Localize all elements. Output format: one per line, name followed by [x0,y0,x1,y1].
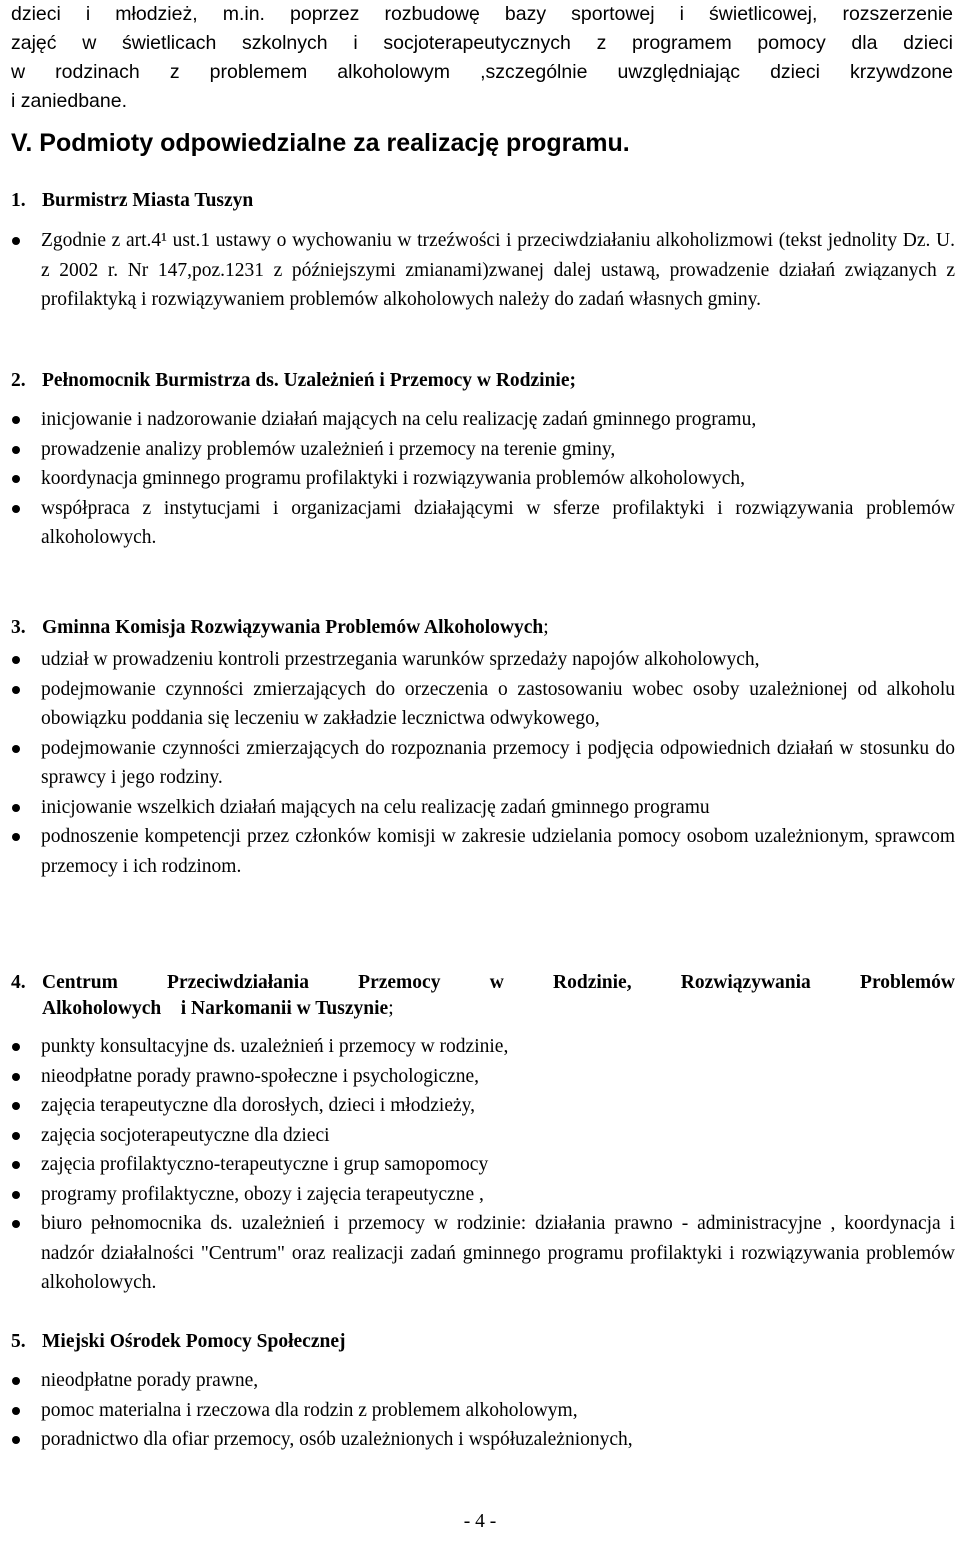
list-item: punkty konsultacyjne ds. uzależnień i przemocy w rodzinie, [0,1032,955,1062]
section-heading: V. Podmioty odpowiedzialne za realizację programu. [11,129,630,157]
item-title-suffix: ; [388,998,394,1019]
bullet-icon [12,1220,20,1228]
list-item: nieodpłatne porady prawno-społeczne i psychologiczne, [0,1062,955,1092]
item-heading-line [11,972,955,994]
item-title-suffix: ; [543,617,549,638]
bullet-icon [12,833,20,841]
list-item: nieodpłatne porady prawne, [0,1366,955,1396]
item-title: Centrum Przeciwdziałania Przemocy w Rodzinie, Rozwiązywania Problemów [42,972,955,993]
bullet-icon [12,1132,20,1140]
list-item: podejmowanie czynności zmierzających do orzeczenia o zastosowaniu wobec osoby uzależnionej od alkoholu obowiązku poddania się leczeniu w zakładzie lecznictwa odwykowego, [0,675,955,734]
list-item: zajęcia terapeutyczne dla dorosłych, dzieci i młodzieży, [0,1091,955,1121]
bullet-list [0,1032,960,1298]
bullet-list [0,226,960,315]
item-number: 5. [11,1331,26,1352]
item-title: Pełnomocnik Burmistrza ds. Uzależnień i Przemocy w Rodzinie; [42,370,576,391]
item-number: 1. [11,190,26,211]
list-item: pomoc materialna i rzeczowa dla rodzin z problemem alkoholowym, [0,1396,955,1426]
page-number: - 4 - [463,1511,497,1532]
list-item: podejmowanie czynności zmierzających do rozpoznania przemocy i podjęcia odpowiednich działań w stosunku do sprawcy i jego rodziny. [0,734,955,793]
bullet-icon [12,237,20,245]
bullet-icon [12,804,20,812]
item-title-line2: Alkoholowych i Narkomanii w Tuszynie [42,998,389,1019]
intro-line: dzieci i młodzież, m.in. poprzez rozbudowę bazy sportowej i świetlicowej, rozszerzenie [11,3,953,25]
bullet-icon [12,1043,20,1051]
item-heading [11,617,549,639]
bullet-icon [12,1161,20,1169]
list-item: koordynacja gminnego programu profilaktyki i rozwiązywania problemów alkoholowych, [0,464,955,494]
item-heading [11,972,955,1020]
bullet-icon [12,1191,20,1199]
item-heading [11,190,253,212]
list-item: prowadzenie analizy problemów uzależnień i przemocy na terenie gminy, [0,435,955,465]
list-item: poradnictwo dla ofiar przemocy, osób uzależnionych i współuzależnionych, [0,1425,955,1455]
bullet-list [0,1366,960,1455]
list-item: zajęcia socjoterapeutyczne dla dzieci [0,1121,955,1151]
item-number: 3. [11,617,26,638]
item-title: Burmistrz Miasta Tuszyn [42,190,254,211]
intro-line: zajęć w świetlicach szkolnych i socjoterapeutycznych z programem pomocy dla dzieci [11,32,953,54]
list-item: zajęcia profilaktyczno-terapeutyczne i grup samopomocy [0,1150,955,1180]
bullet-list [0,645,960,881]
bullet-icon [12,1407,20,1415]
bullet-icon [12,745,20,753]
item-title: Miejski Ośrodek Pomocy Społecznej [42,1331,346,1352]
bullet-icon [12,1102,20,1110]
item-heading [11,370,576,392]
bullet-icon [12,505,20,513]
bullet-icon [12,1436,20,1444]
intro-line: i zaniedbane. [11,90,128,112]
list-item: współpraca z instytucjami i organizacjami działającymi w sferze profilaktyki i rozwiązywania problemów alkoholowych. [0,494,955,553]
bullet-list [0,405,960,553]
item-title: Gminna Komisja Rozwiązywania Problemów Alkoholowych [42,617,544,638]
intro-paragraph [11,0,953,116]
list-item: Zgodnie z art.4¹ ust.1 ustawy o wychowaniu w trzeźwości i przeciwdziałaniu alkoholizmowi (tekst jednolity Dz. U. z 2002 r. Nr 147,poz.1231 z późniejszymi zmianami)zwanej dalej ustawą, prowadzenie działań związanych z profilaktyką i rozwiązywaniem problemów alkoholowych należy do zadań własnych gminy. [0,226,955,315]
item-number: 4. [11,972,26,993]
intro-line: w rodzinach z problemem alkoholowym ,szczególnie uwzględniając dzieci krzywdzone [11,61,953,83]
list-item: inicjowanie wszelkich działań mających na celu realizację zadań gminnego programu [0,793,955,823]
bullet-icon [12,1073,20,1081]
bullet-icon [12,416,20,424]
item-heading [11,1331,345,1353]
bullet-icon [12,446,20,454]
list-item: biuro pełnomocnika ds. uzależnień i przemocy w rodzinie: działania prawno - administracyjne , koordynacja i nadzór działalności "Centrum" oraz realizacji zadań gminnego programu profilaktyki i rozwiązywania problemów alkoholowych. [0,1209,955,1298]
list-item: podnoszenie kompetencji przez członków komisji w zakresie udzielania pomocy osobom uzależnionym, sprawcom przemocy i ich rodzinom. [0,822,955,881]
item-heading-line [11,998,955,1020]
bullet-icon [12,686,20,694]
list-item: inicjowanie i nadzorowanie działań mających na celu realizację zadań gminnego programu, [0,405,955,435]
bullet-icon [12,475,20,483]
item-number: 2. [11,370,26,391]
list-item: programy profilaktyczne, obozy i zajęcia terapeutyczne , [0,1180,955,1210]
bullet-icon [12,656,20,664]
bullet-icon [12,1377,20,1385]
list-item: udział w prowadzeniu kontroli przestrzegania warunków sprzedaży napojów alkoholowych, [0,645,955,675]
